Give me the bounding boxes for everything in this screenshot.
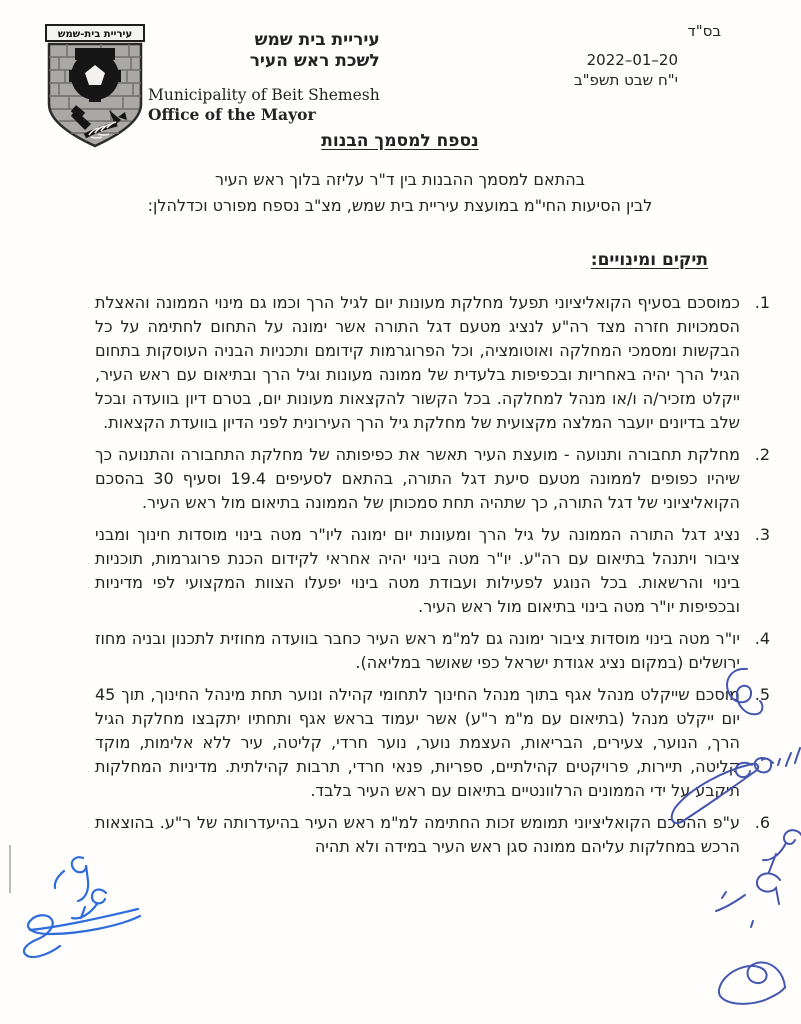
clause-number: 3.	[754, 525, 770, 544]
date-gregorian: 20–01–2022	[586, 51, 678, 69]
org-name-hebrew: עיריית בית שמש	[254, 30, 380, 50]
clause-text: מחלקת תחבורה ותנועה - מועצת העיר תאשר את כפיפותה של מחלקת התחבורה והתנועה כך שיהיו כפופים לממונה מטעם סיעת דגל התורה, בהתאם לסעיפים 19.4 וסעיף 30 בהסכם הקואליציוני של דגל התורה, כך שתהיה תחת סמכותן של הממונה בתיאום מול ראש העיר.	[95, 445, 740, 512]
clause-item-2	[30, 443, 770, 515]
signature-left	[24, 857, 140, 957]
margin-curl-mark	[719, 962, 785, 1003]
clause-text: נציג דגל התורה הממונה על גיל הרך ומעונות יום ימונה ליו"ר מטה בינוי מוסדות חינוך ומבני ציבור ויתנהל בתיאום עם רה"ע. יו"ר מטה בינוי יהיה אחראי לקידום הכנת פרוגרמות, תוכניות בינוי והרשאות. בכל הנוגע לפעילות ועבודת מטה בינוי יפעלו הצוות המקצועי לפי מדיניות ובכפיפות יו"ר מטה בינוי בתיאום מול ראש העיר.	[95, 525, 740, 616]
bsd-mark: בס"ד	[687, 22, 721, 40]
clause-number: 5.	[754, 685, 770, 704]
clause-number: 4.	[754, 629, 770, 648]
emblem-banner-text: עיריית בית-שמש	[57, 29, 133, 40]
date-block	[574, 50, 678, 90]
clause-number: 2.	[754, 445, 770, 464]
org-office-hebrew: לשכת ראש העיר	[249, 51, 380, 71]
org-name-english: Municipality of Beit Shemesh	[148, 86, 380, 104]
clause-text: ע"פ ההסכם הקואליציוני תמומש זכות החתימה למ"מ ראש העיר בהיעדרותה של ר"ע. בהוצאות הרכש במחלקות עליהם ממונה סגן ראש העיר במידה ולא תהיה	[95, 813, 740, 856]
clause-number: 6.	[754, 813, 770, 832]
municipality-emblem-icon	[45, 24, 145, 148]
clause-item-1	[30, 291, 770, 435]
intro-paragraph	[30, 167, 770, 219]
date-hebrew: י"ח שבט תשפ"ב	[573, 71, 678, 89]
clause-item-4	[30, 627, 770, 675]
section-title: תיקים ומינויים:	[590, 250, 708, 270]
scan-artifact-line	[9, 845, 11, 893]
letter-body	[30, 131, 770, 867]
numbered-clauses-list	[30, 291, 770, 859]
clause-item-3	[30, 523, 770, 619]
clause-text: כמוסכם בסעיף הקואליציוני תפעל מחלקת מעונות יום לגיל הרך וכמו גם מינוי הממונה והאצלת הסמכויות חזרה מצד רה"ע לנציג מטעם דגל התורה אשר ימונה על התחום לחתימה על כל הבקשות ומסמכי המחלקה ואוטומציה, וכל הפרוגרמות קידומם ותכניות הבניה העוסקות בתחום הגיל הרך יהיה באחריות ובכפיפות בלעדית של ממונה מעונות וגיל הרך ובתיאום עם ראש העיר, ייקלט מזכיר/ה ו/או מנהל למחלקה. בכל הקשור להקצאות מעונות יום, בטרם דיון בוועדה ובכל שלב בדיונים יועבר המלצה מקצועית של מחלקת גיל הרך העירונית לפני הדיון בוועדת הקצאות.	[95, 293, 740, 432]
letterhead-org-block	[148, 30, 380, 125]
document-title: נספח למסמך הבנות	[321, 131, 479, 151]
clause-text: מוסכם שייקלט מנהל אגף בתוך מנהל החינוך לתחומי קהילה ונוער תחת מינהל החינוך, תוך 45 יום ייקלט מנהל (בתיאום עם מ"מ ר"ע) אשר יעמוד בראש אגף ותחתיו יתקבצו מחלקת הגיל הרך, הנוער, צעירים, הבריאות, העצמת נוער, נוער חרדי, קליטה, עיר ללא אלימות, מוקד קליטה, תיירות, פרויקטים קהילתיים, ספריות, פנאי חרדי, תרבות קהילתית. מדיניות המחלקות תיקבע על ידי הממונים הרלוונטיים בתיאום עם ראש העיר בלבד.	[95, 685, 740, 800]
intro-line-2: לבין הסיעות החי"מ במועצת עיריית בית שמש, מצ"ב נספח מפורט וכדלהלן:	[147, 196, 653, 215]
intro-line-1: בהתאם למסמך ההבנות בין ד"ר עליזה בלוך ראש העיר	[215, 170, 585, 189]
org-office-english: Office of the Mayor	[148, 105, 316, 124]
clause-number: 1.	[754, 293, 770, 312]
clause-item-6	[30, 811, 770, 859]
clause-text: יו"ר מטה בינוי מוסדות ציבור ימונה גם למ"מ ראש העיר כחבר בוועדה מחוזית לתכנון ובניה מחוז ירושלים (במקום נציג אגודת ישראל כפי שאושר במליאה).	[95, 629, 740, 672]
clause-item-5	[30, 683, 770, 803]
